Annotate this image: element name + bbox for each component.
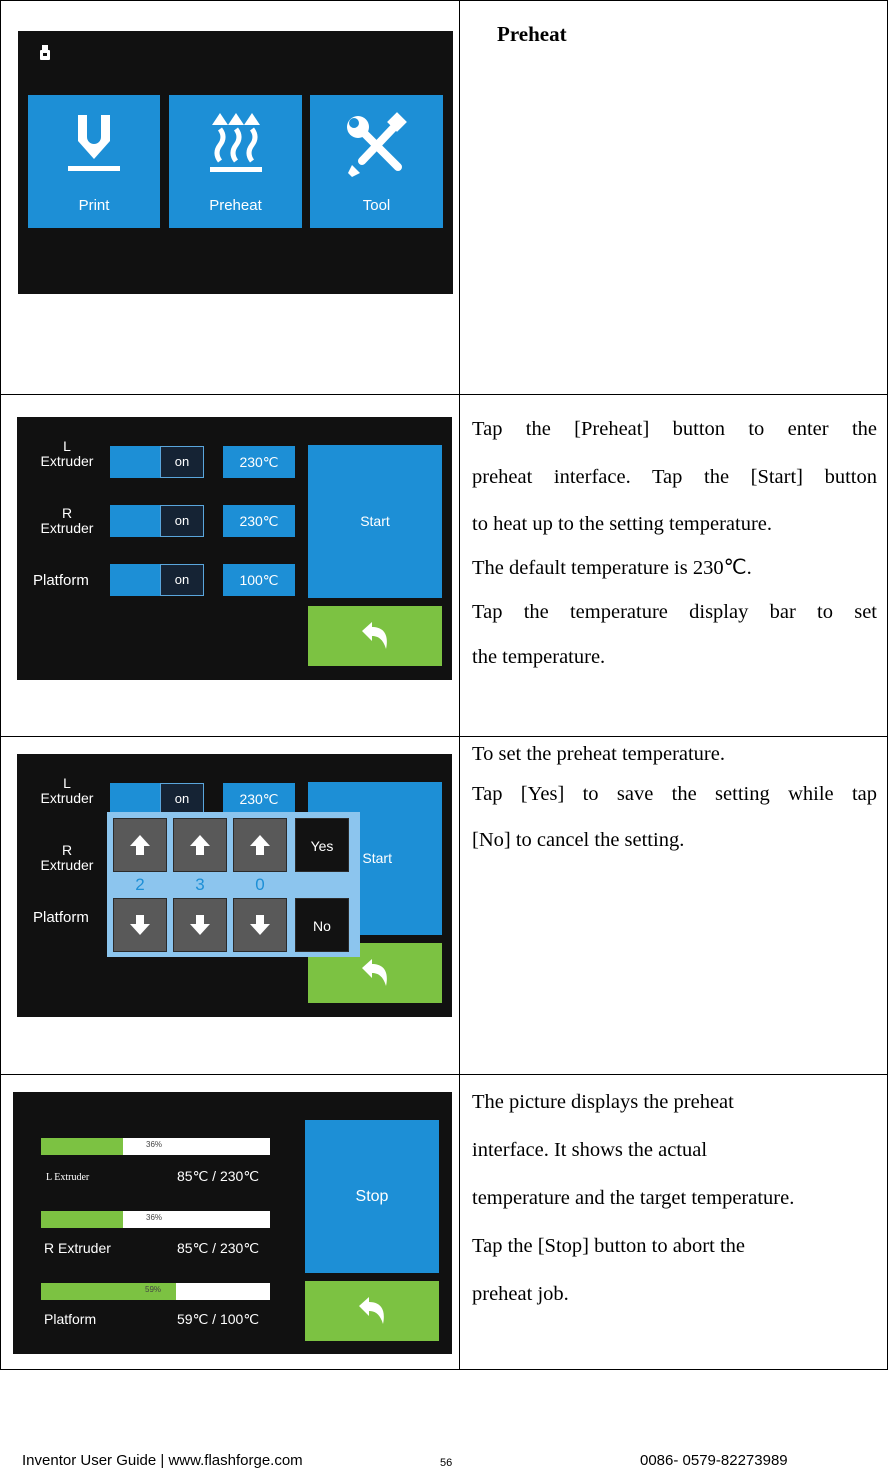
paragraph-line: preheat job. (472, 1283, 569, 1305)
tool-label: Tool (362, 197, 391, 214)
platform-temp[interactable]: 100℃ (223, 564, 295, 596)
decrement-ones-button[interactable] (233, 898, 287, 952)
l-extruder-label: L Extruder (40, 438, 94, 469)
paragraph-line: Tap the [Preheat] button to enter the (472, 418, 877, 440)
tool-tile[interactable] (310, 95, 443, 228)
table-border-right (887, 0, 888, 1370)
digit-ones: 0 (255, 875, 265, 894)
temperature-keypad (107, 812, 360, 957)
return-arrow-icon (358, 619, 392, 653)
r-extruder-temp[interactable]: 230℃ (223, 505, 295, 537)
footer-guide-title: Inventor User Guide | www.flashforge.com (22, 1452, 303, 1469)
arrow-up-icon (129, 834, 151, 856)
r-extruder-progress-bar (41, 1211, 270, 1228)
print-label: Print (78, 197, 110, 214)
return-arrow-icon (355, 1294, 389, 1328)
home-screen (18, 31, 453, 294)
l-extruder-temp[interactable]: 230℃ (223, 446, 295, 478)
preheat-instructions (472, 405, 877, 678)
decrement-hundreds-button[interactable] (113, 898, 167, 952)
arrow-down-icon (129, 914, 151, 936)
r-extruder-toggle[interactable]: on (110, 505, 204, 537)
paragraph-line: Tap the [Stop] button to abort the (472, 1235, 745, 1257)
paragraph-line: The default temperature is 230℃. (472, 557, 752, 579)
platform-label: Platform (33, 909, 89, 926)
platform-label: Platform (33, 572, 89, 589)
paragraph-line: temperature and the target temperature. (472, 1187, 795, 1209)
table-border-bottom (0, 1369, 888, 1370)
paragraph-line: to heat up to the setting temperature. (472, 513, 773, 535)
preheat-label: Preheat (209, 197, 262, 214)
platform-toggle[interactable]: on (110, 564, 204, 596)
return-arrow-icon (358, 956, 392, 990)
back-button[interactable] (308, 606, 442, 666)
paragraph-line: The picture displays the preheat (472, 1091, 734, 1113)
progress-screen (13, 1092, 452, 1354)
paragraph-line: Tap the temperature display bar to set (472, 601, 877, 623)
table-row-divider (0, 394, 888, 395)
paragraph-line: preheat interface. Tap the [Start] button (472, 466, 877, 488)
heat-icon (206, 111, 266, 181)
arrow-up-icon (249, 834, 271, 856)
progress-fill (41, 1138, 123, 1155)
print-tile[interactable] (28, 95, 160, 228)
table-row-divider (0, 1074, 888, 1075)
progress-percent: 36% (146, 1213, 163, 1222)
paragraph-line: To set the preheat temperature. (472, 743, 725, 765)
no-button[interactable]: No (295, 898, 349, 952)
footer-phone: 0086- 0579-82273989 (640, 1452, 788, 1469)
paragraph-line: Tap [Yes] to save the setting while tap (472, 783, 877, 805)
section-title: Preheat (497, 22, 567, 46)
l-extruder-label: L Extruder (40, 775, 94, 806)
paragraph-line: interface. It shows the actual (472, 1139, 708, 1161)
increment-hundreds-button[interactable] (113, 818, 167, 872)
l-extruder-label: L Extruder (46, 1172, 90, 1183)
progress-percent: 59% (145, 1285, 162, 1294)
page-number: 56 (440, 1457, 453, 1469)
l-extruder-temp[interactable]: 230℃ (223, 783, 295, 815)
l-extruder-toggle[interactable]: on (110, 783, 204, 815)
set-temperature-instructions (472, 737, 877, 863)
r-extruder-label: R Extruder (40, 505, 94, 536)
table-border-left (0, 0, 1, 1370)
platform-label: Platform (44, 1311, 97, 1327)
l-extruder-toggle[interactable]: on (110, 446, 204, 478)
table-column-divider (459, 0, 460, 1370)
platform-progress-bar (41, 1283, 270, 1300)
digit-tens: 3 (195, 875, 205, 894)
l-extruder-temp-readout: 85℃ / 230℃ (177, 1168, 260, 1184)
increment-ones-button[interactable] (233, 818, 287, 872)
platform-temp-readout: 59℃ / 100℃ (177, 1311, 260, 1327)
arrow-up-icon (189, 834, 211, 856)
start-button[interactable]: Start (308, 782, 442, 935)
usb-icon (40, 45, 50, 65)
r-extruder-label: R Extruder (40, 842, 94, 873)
wrench-screwdriver-icon (342, 111, 412, 181)
preheat-tile[interactable] (169, 95, 302, 228)
increment-tens-button[interactable] (173, 818, 227, 872)
back-button[interactable] (305, 1281, 439, 1341)
l-extruder-progress-bar (41, 1138, 270, 1155)
progress-fill (41, 1211, 123, 1228)
paragraph-line: the temperature. (472, 646, 606, 668)
arrow-down-icon (189, 914, 211, 936)
preheat-screen (17, 417, 452, 680)
nozzle-icon (64, 111, 124, 181)
table-border-top (0, 0, 888, 1)
arrow-down-icon (249, 914, 271, 936)
yes-button[interactable]: Yes (295, 818, 349, 872)
decrement-tens-button[interactable] (173, 898, 227, 952)
stop-button[interactable]: Stop (305, 1120, 439, 1273)
digit-hundreds: 2 (135, 875, 145, 894)
r-extruder-temp-readout: 85℃ / 230℃ (177, 1240, 260, 1256)
paragraph-line: [No] to cancel the setting. (472, 829, 685, 851)
r-extruder-label: R Extruder (44, 1240, 111, 1256)
keypad-screen (17, 754, 452, 1017)
start-button[interactable]: Start (308, 445, 442, 598)
progress-percent: 36% (146, 1140, 163, 1149)
stop-instructions (472, 1078, 877, 1318)
